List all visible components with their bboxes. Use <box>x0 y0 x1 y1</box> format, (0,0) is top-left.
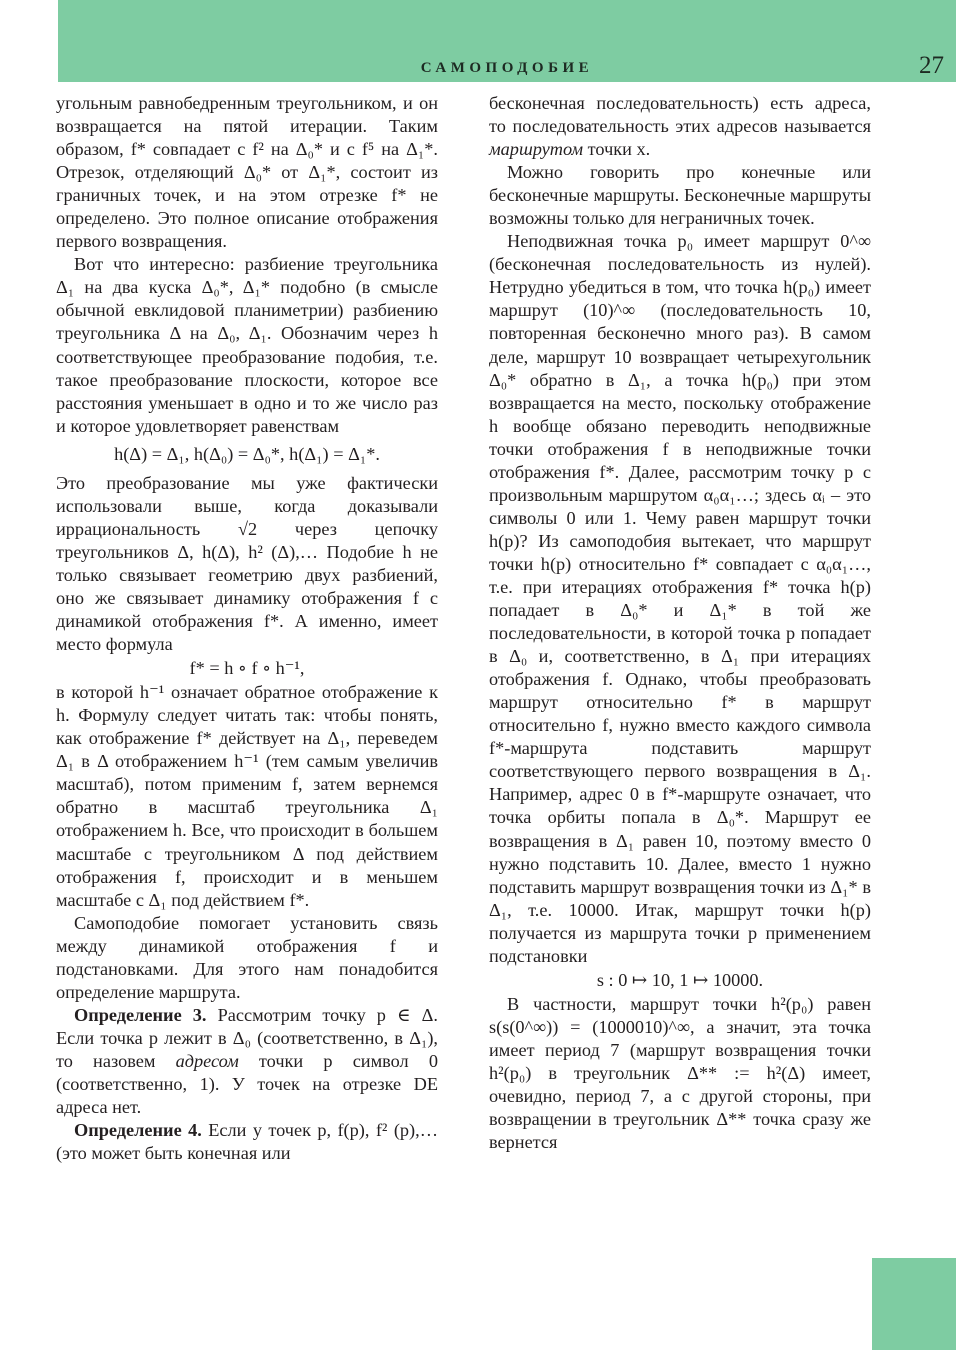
paragraph: Вот что интересно: разбиение треугольника Δ₁ на два куска Δ₀*, Δ₁* подобно (в смысле обычной евклидовой планиметрии) разбиению треугольника Δ на Δ₀, Δ₁. Обозначим через h соответствующее преобразование подобия, т.е. такое преобразование плоскости, которое все расстояния уменьшает в одно и то же число раз и которое удовлетворяет равенствам <box>56 254 438 436</box>
paragraph <box>489 92 871 161</box>
term-route: маршрутом <box>489 139 584 160</box>
corner-tab <box>872 1258 956 1350</box>
definition-label: Определение 4. <box>74 1120 202 1141</box>
definition-label: Определение 3. <box>74 1004 207 1025</box>
paragraph: Неподвижная точка p₀ имеет маршрут 0^∞ (бесконечная последовательность из нулей). Нетрудно убедиться в том, что точка h(p₀) имеет маршрут (10)^∞ (последовательность 10, повторенная бесконечно много раз). В самом деле, маршрут 10 возвращает четырехугольник Δ₀* обратно в Δ₁, а точка h(p₀) при этом возвращается на место, поскольку отображение h вообще обязано переводить неподвижные точки отображения f в неподвижные точки отображения f*. Далее, рассмотрим точку p с произвольным маршрутом α₀α₁…; здесь αᵢ – это символы 0 или 1. Чему равен маршрут точки h(p)? Из самоподобия вытекает, что маршрут точки h(p) относительно f* совпадает с α₀α₁…, т.е. при итерациях отображения f* точка h(p) попадает в Δ₀* и Δ₁* в той же последовательности, в которой точка p попадает в Δ₀ и, соответственно, в Δ₁ при итерациях отображения f. Однако, чтобы преобразовать маршрут относительно f* в маршрут относительно f, нужно вместо каждого символа f*-маршрута подставить маршрут соответствующего первого возвращения в Δ₁. Например, адрес 0 в f*-маршруте означает, что точка орбиты попала в Δ₀*. Маршрут ее возвращения в Δ₁ равен 10, поэтому вместо 0 нужно подставить 10. Далее, вместо 1 нужно подставить маршрут возвращения точки из Δ₁* в Δ₁, т.е. 10000. Итак, маршрут точки h(p) получается из маршрута точки p применением подстановки <box>489 231 871 966</box>
page-number: 27 <box>919 52 944 79</box>
paragraph: в которой h⁻¹ означает обратное отображение к h. Формулу следует читать так: чтобы понять, как отображение f* действует на Δ₁, переведем Δ₁ в Δ отображением h⁻¹ (тем самым увеличив масштаб), потом применим f, затем вернемся обратно в масштаб треугольника Δ₁ отображением h. Все, что происходит в большем масштабе с треугольником Δ под действием отображения f, происходит и в меньшем масштабе с Δ₁ под действием f*. <box>56 682 438 910</box>
paragraph: Можно говорить про конечные или бесконечные маршруты. Бесконечные маршруты возможны только для неграничных точек. <box>489 162 871 229</box>
definition-3 <box>56 1004 438 1119</box>
header-band <box>58 0 956 82</box>
paragraph: Это преобразование мы уже фактически использовали выше, когда доказывали иррациональность √2 через цепочку треугольников Δ, h(Δ), h² (Δ),… Подобие h не только связывает геометрию двух разбиений, оно же связывает динамику отображения f с динамикой отображения f*. А именно, имеет место формула <box>56 472 438 655</box>
left-column <box>56 92 438 1165</box>
definition-text: точки p символ 0 (соответственно, 1). У точек на отрезке DE адреса нет. <box>56 1050 438 1118</box>
paragraph: В частности, маршрут точки h²(p₀) равен s(s(0^∞)) = (1000010)^∞, а значит, эта точка имеет период 7 (маршрут возвращения точки h²(p₀) в треугольник Δ** := h²(Δ) имеет, очевидно, период 7, а с другой стороны, при возвращении в треугольник Δ** точка сразу же вернется <box>489 993 871 1153</box>
paragraph: угольным равнобедренным треугольником, и он возвращается на пятой итерации. Таким образом, f* совпадает с f² на Δ₀* и с f⁵ на Δ₁*. Отрезок, отделяющий Δ₀* от Δ₁*, состоит из граничных точек, и на этом отрезке f* не определено. Это полное описание отображения первого возвращения. <box>56 93 438 252</box>
right-column <box>489 92 871 1154</box>
paragraph-text: точки x. <box>583 139 651 160</box>
paragraph: Самоподобие помогает установить связь между динамикой отображения f и подстановками. Для этого нам понадобится определение маршрута. <box>56 912 438 1002</box>
definition-text: Если у точек p, f(p), f² (p),… (это может быть конечная или <box>56 1120 438 1164</box>
paragraph-text: бесконечная последовательность) есть адреса, то последовательность этих адресов называется <box>489 93 871 137</box>
formula: h(Δ) = Δ₁, h(Δ₀) = Δ₀*, h(Δ₁) = Δ₁*. <box>114 443 380 464</box>
definition-4 <box>56 1119 438 1165</box>
formula: s : 0 ↦ 10, 1 ↦ 10000. <box>596 969 764 990</box>
formula: f* = h ∘ f ∘ h⁻¹, <box>189 658 305 679</box>
running-title: САМОПОДОБИЕ <box>420 60 594 76</box>
term-address: адресом <box>175 1050 239 1071</box>
definition-text: Рассмотрим точку p ∈ Δ. Если точка p лежит в Δ₀ (соответственно, в Δ₁), то назовем <box>56 1004 438 1071</box>
